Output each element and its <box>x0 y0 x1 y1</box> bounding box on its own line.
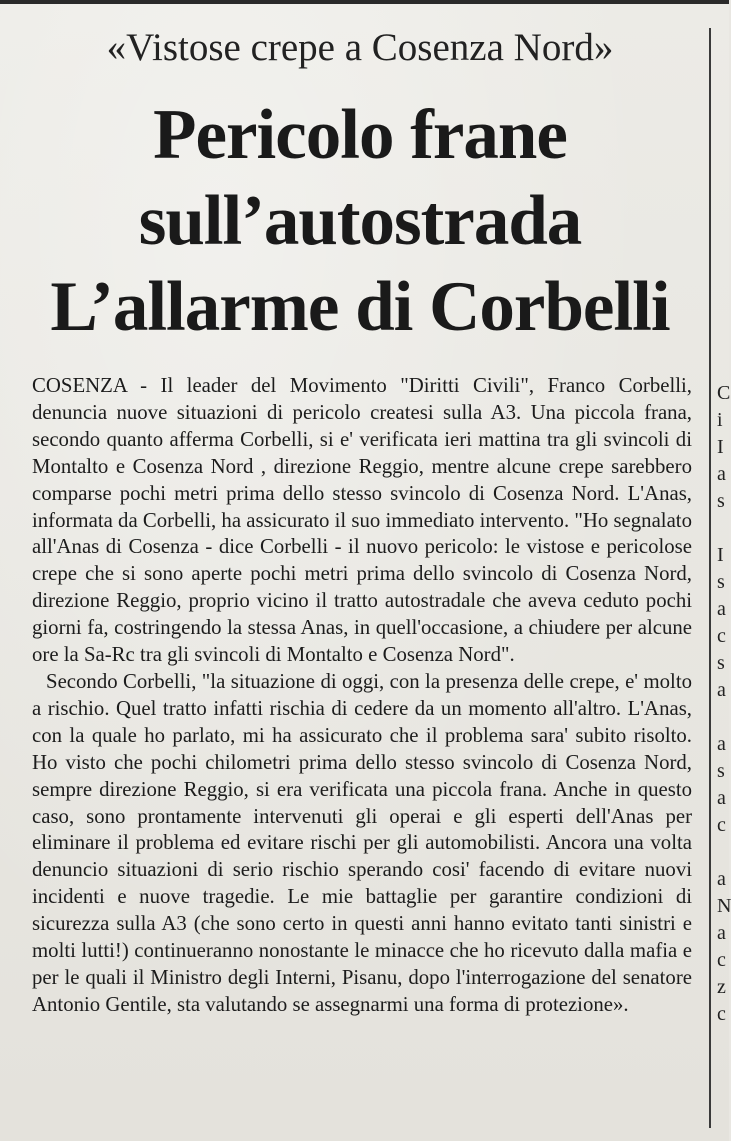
adjacent-letter: i <box>717 409 723 431</box>
article-body <box>32 373 692 1019</box>
adjacent-letter: a <box>717 922 726 944</box>
adjacent-letter: a <box>717 733 726 755</box>
adjacent-letter: c <box>717 814 726 836</box>
article-paragraph: COSENZA - Il leader del Movimento "Diritti Civili", Franco Corbelli, denuncia nuove situazioni di pericolo createsi sulla A3. Una piccola frana, secondo quanto afferma Corbelli, si e' verificata ieri mattina tra gli svincoli di Montalto e Cosenza Nord , direzione Reggio, mentre alcune crepe sarebbero comparse pochi metri prima dello stesso svincolo di Cosenza Nord. L'Anas, informata da Corbelli, ha assicurato il suo immediato intervento. "Ho segnalato all'Anas di Cosenza - dice Corbelli - il nuovo pericolo: le vistose e pericolose crepe che si sono aperte pochi metri prima dello svincolo di Cosenza Nord, direzione Reggio, proprio vicino il tratto autostradale che aveva ceduto pochi giorni fa, costringendo la stessa Anas, in quell'occasione, a chiudere per alcune ore la Sa-Rc tra gli svincoli di Montalto e Cosenza Nord". <box>32 374 692 667</box>
adjacent-letter: c <box>717 1003 726 1025</box>
adjacent-letter: s <box>717 571 725 593</box>
adjacent-letter <box>717 704 729 731</box>
adjacent-letter: z <box>717 976 726 998</box>
adjacent-letter: s <box>717 760 725 782</box>
adjacent-letter <box>717 839 729 866</box>
article-overline: «Vistose crepe a Cosenza Nord» <box>106 26 614 69</box>
adjacent-letter: a <box>717 463 726 485</box>
adjacent-letter: c <box>717 625 726 647</box>
article-headline <box>10 92 710 350</box>
adjacent-letter: c <box>717 949 726 971</box>
adjacent-letter: a <box>717 787 726 809</box>
adjacent-column-fragment <box>717 380 729 1028</box>
headline-line: sull’autostrada <box>138 182 582 260</box>
adjacent-letter: I <box>717 544 724 566</box>
adjacent-letter <box>717 515 729 542</box>
adjacent-letter: a <box>717 868 726 890</box>
adjacent-letter: s <box>717 652 725 674</box>
adjacent-letter: a <box>717 598 726 620</box>
adjacent-letter: s <box>717 490 725 512</box>
adjacent-letter: C <box>717 382 731 404</box>
adjacent-letter: N <box>717 895 731 917</box>
article-paragraph: Secondo Corbelli, "la situazione di oggi, con la presenza delle crepe, e' molto a rischio. Quel tratto infatti rischia di cedere da un momento all'altro. L'Anas, con la quale ho parlato, mi ha assicurato che il problema sara' subito risolto. Ho visto che pochi chilometri prima dello stesso svincolo di Cosenza Nord, sempre direzione Reggio, si era verificata una piccola frana. Anche in questo caso, sono prontamente intervenuti gli operai e gli esperti dell'Anas per eliminare il problema ed evitare rischi per gli automobilisti. Ancora una volta denuncio situazioni di serio rischio sperando cosi' facendo di evitare nuovi incidenti e nuove tragedie. Le mie battaglie per garantire condizioni di sicurezza sulla A3 (che sono certo in questi anni hanno evitato tanti sinistri e molti lutti!) continueranno nonostante le minacce che ho ricevuto dalla mafia e per le quali il Ministro degli Interni, Pisanu, dopo l'interrogazione del senatore Antonio Gentile, sta valutando se assegnarmi una forma di protezione». <box>32 669 692 1016</box>
headline-line: Pericolo frane <box>153 96 567 174</box>
headline-line: L’allarme di Corbelli <box>50 268 670 346</box>
top-rule <box>0 0 729 4</box>
adjacent-letter: I <box>717 436 724 458</box>
adjacent-letter: a <box>717 679 726 701</box>
